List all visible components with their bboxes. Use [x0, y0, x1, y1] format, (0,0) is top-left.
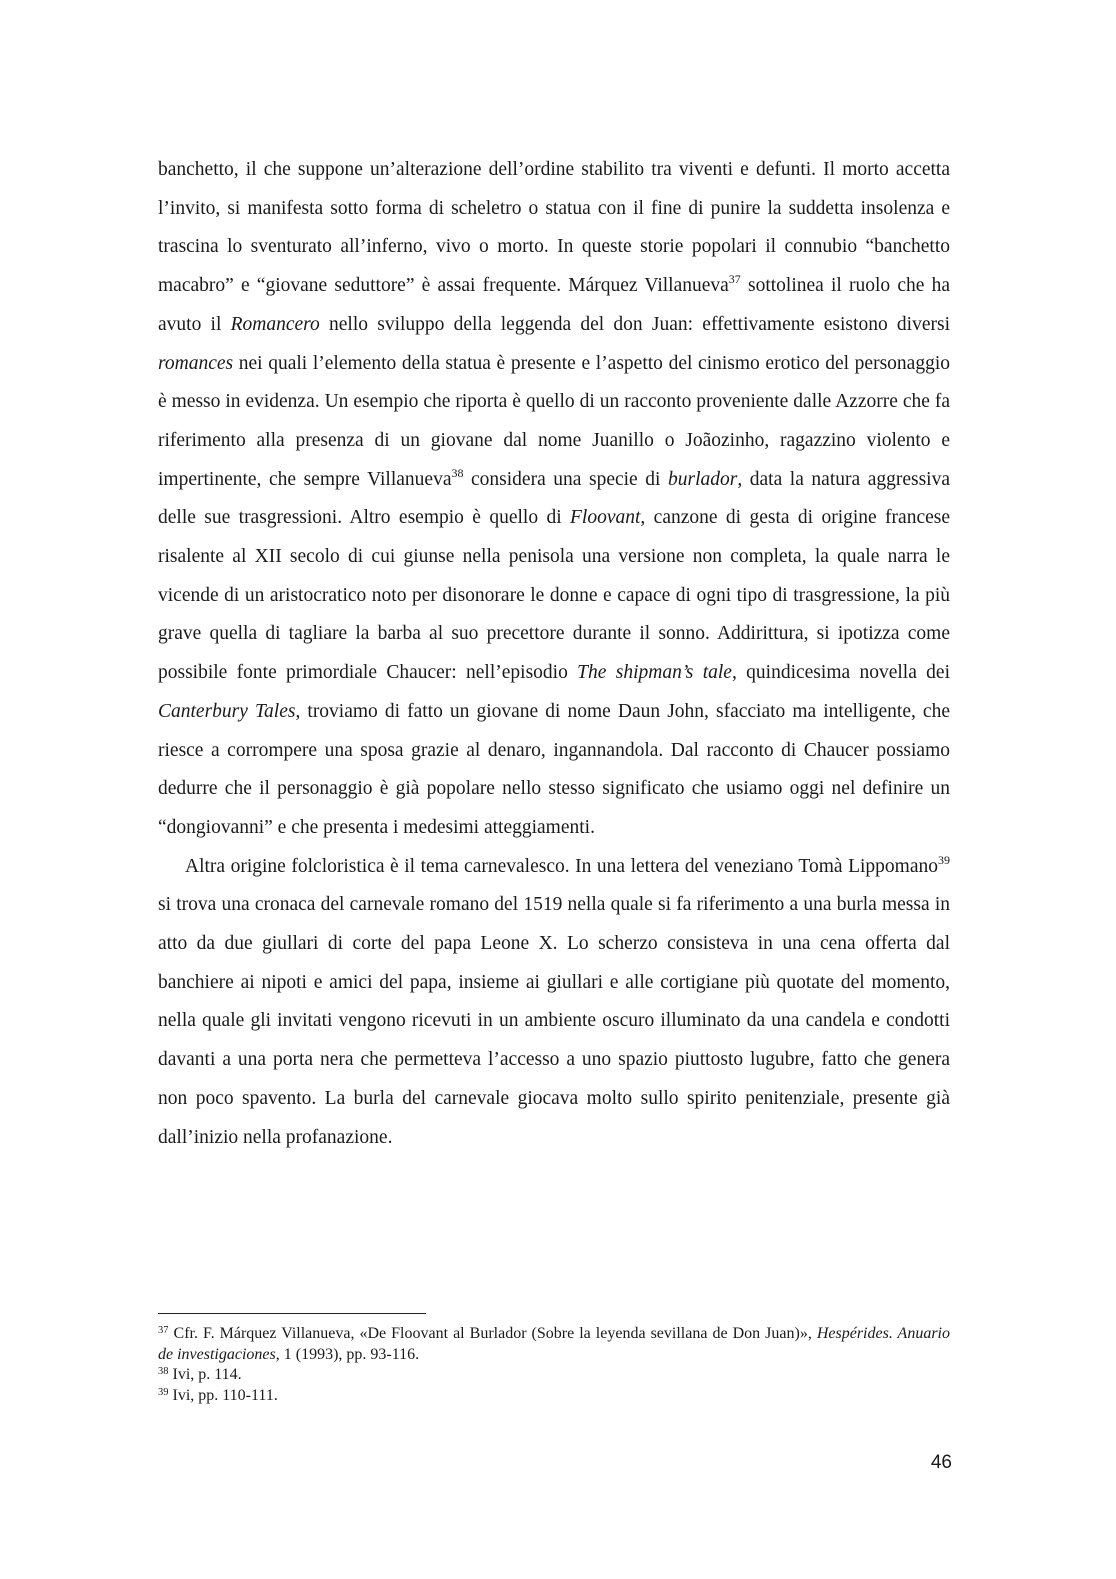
footnote-text: , 1 (1993), pp. 93-116.: [275, 1345, 420, 1363]
text-run: banchetto, il che suppone un’alterazione dell’ordine stabilito tra viventi e defunti. Il morto accetta l’invito, si manifesta sotto forma di scheletro o statua con il fine di punire la suddetta insolenza e trascina lo sventurato all’inferno, vivo o morto. In queste storie popolari il connubio “banchetto macabro” e “giovane seduttore” è assai frequente. Márquez Villanueva: [158, 159, 950, 297]
italic-title: The shipman’s tale: [577, 662, 732, 684]
footnote-ref-37[interactable]: 37: [728, 272, 741, 287]
text-run: , canzone di gesta di origine francese risalente al XII secolo di cui giunse nella penisola una versione non completa, la quale narra le vicende di un aristocratico noto per disonorare le donne e capace di ogni tipo di trasgressione, la più grave quella di tagliare la barba al suo precettore durante il sonno. Addirittura, si ipotizza come possibile fonte primordiale Chaucer: nell’episodio: [158, 507, 951, 684]
italic-term: burlador: [667, 468, 738, 490]
footnote-text: Ivi, pp. 110-111.: [168, 1386, 278, 1404]
footnote-number: 38: [158, 1366, 169, 1377]
footnote-text: Cfr. F. Márquez Villanueva, «De Floovant al Burlador (Sobre la leyenda sevillana de Don Juan)»,: [168, 1325, 817, 1342]
text-run: nello sviluppo della leggenda del don Juan: effettivamente esistono diversi: [319, 313, 950, 335]
italic-title: Canterbury Tales: [158, 700, 296, 722]
footnote-38: [158, 1365, 950, 1386]
italic-title: Floovant: [570, 507, 641, 529]
paragraph-2: [158, 848, 950, 1158]
footnote-text: Ivi, p. 114.: [168, 1366, 242, 1383]
text-run: si trova una cronaca del carnevale romano del 1519 nella quale si fa riferimento a una burla messa in atto da due giullari di corte del papa Leone X. Lo scherzo consisteva in una cena offerta dal banchiere ai nipoti e amici del papa, insieme ai giullari e alle cortigiane più quotate del momento, nella quale gli invitati vengono ricevuti in un ambiente oscuro illuminato da una candela e condotti davanti a una porta nera che permetteva l’accesso a uno spazio piuttosto lugubre, fatto che genera non poco spavento. La burla del carnevale giocava molto sullo spirito penitenziale, presente già dall’inizio nella profanazione.: [158, 894, 950, 1148]
footnotes: [158, 1324, 950, 1406]
footnote-separator: [158, 1313, 426, 1314]
body-text: [158, 151, 950, 1157]
text-run: Altra origine folcloristica è il tema carnevalesco. In una lettera del veneziano Tomà Lippomano: [185, 855, 938, 877]
italic-title: Romancero: [230, 313, 320, 335]
text-run: , quindicesima novella dei: [731, 662, 950, 684]
footnote-italic-title: Hespérides. Anuario de investigaciones: [158, 1325, 951, 1363]
italic-term: romances: [158, 352, 234, 374]
text-run: sottolinea il ruolo che ha avuto il: [158, 275, 950, 335]
page-number: 46: [930, 1452, 952, 1473]
text-run: nei quali l’elemento della statua è presente e l’aspetto del cinismo erotico del personaggio è messo in evidenza. Un esempio che riporta è quello di un racconto proveniente dalle Azzorre che fa riferimento alla presenza di un giovane dal nome Juanillo o Joãozinho, ragazzino violento e impertinente, che sempre Villanueva: [158, 352, 950, 490]
footnote-ref-39[interactable]: 39: [938, 852, 950, 867]
text-run: , data la natura aggressiva delle sue trasgressioni. Altro esempio è quello di: [158, 468, 950, 529]
footnote-number: 37: [158, 1325, 169, 1336]
text-run: considera una specie di: [463, 468, 668, 490]
footnote-39: [158, 1386, 950, 1407]
footnote-37: [158, 1324, 950, 1365]
footnote-number: 39: [158, 1386, 169, 1398]
footnote-ref-38[interactable]: 38: [451, 465, 464, 480]
text-run: , troviamo di fatto un giovane di nome Daun John, sfacciato ma intelligente, che riesce a corrompere una sposa grazie al denaro, ingannandola. Dal racconto di Chaucer possiamo dedurre che il personaggio è già popolare nello stesso significato che usiamo oggi nel definire un “dongiovanni” e che presenta i medesimi atteggiamenti.: [158, 700, 950, 838]
paragraph-1: [158, 151, 950, 848]
